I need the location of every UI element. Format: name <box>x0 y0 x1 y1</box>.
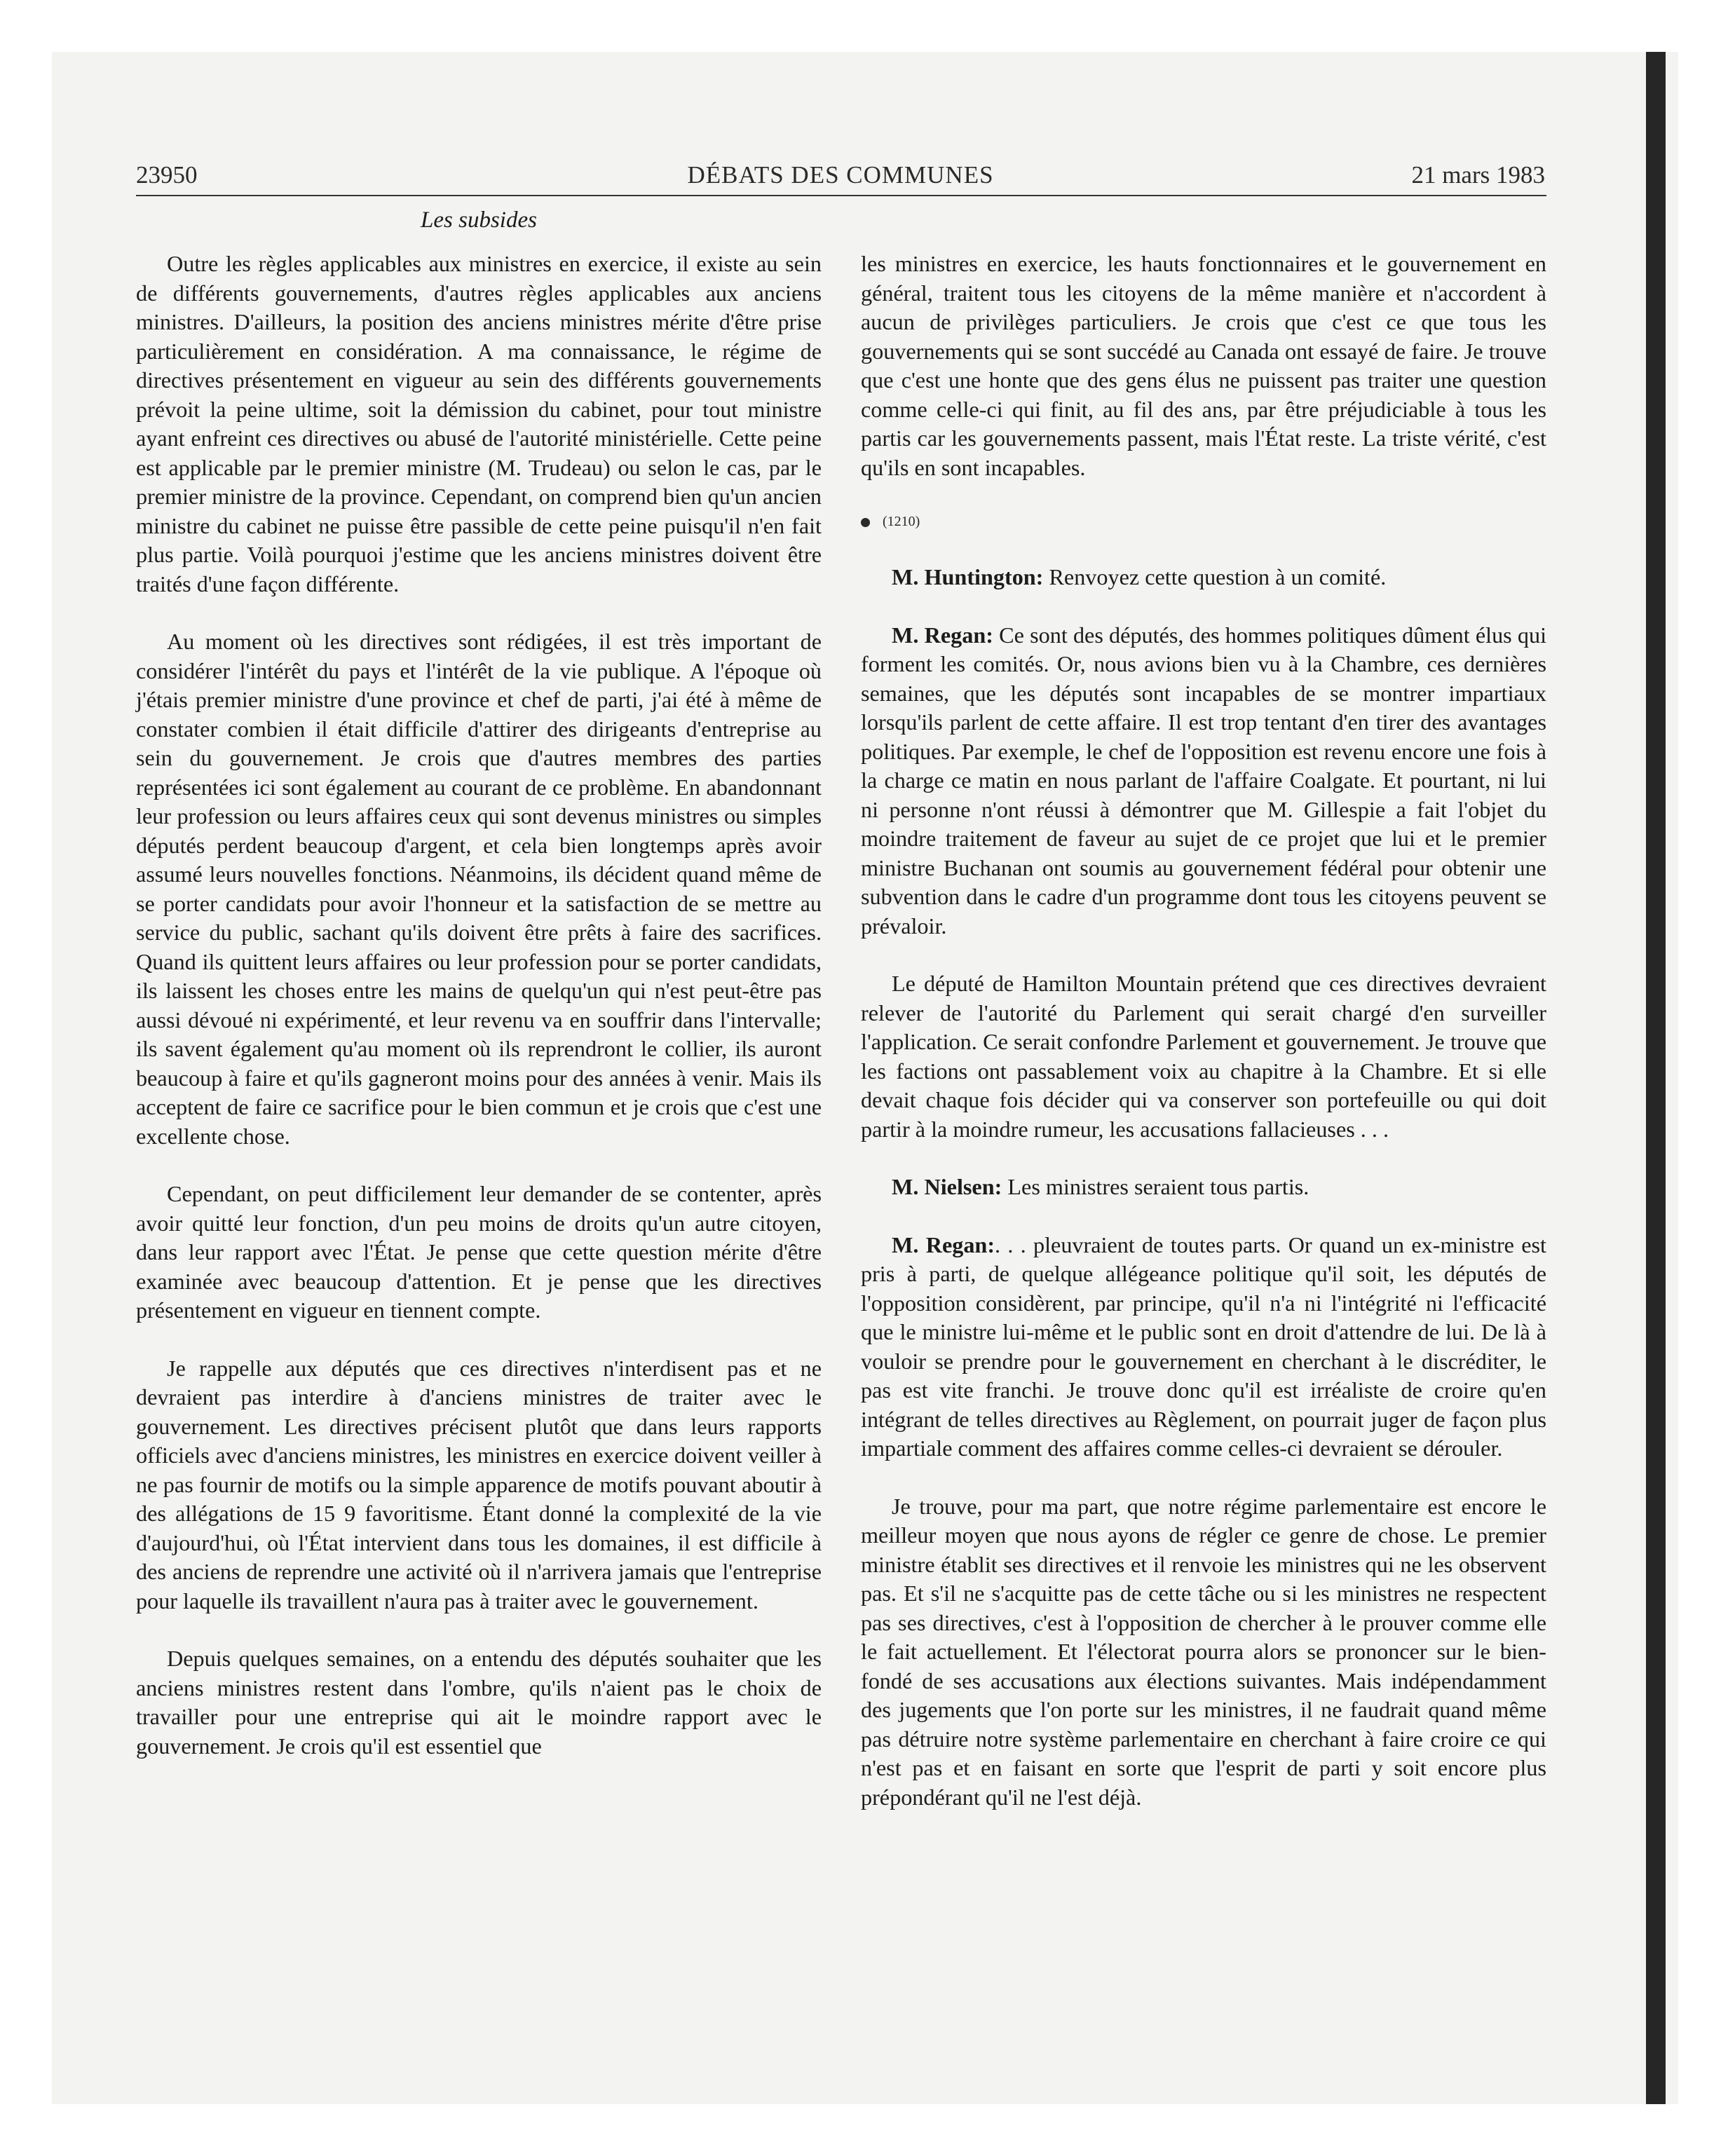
time-marker <box>861 511 1546 532</box>
paragraph: Le député de Hamilton Mountain prétend que ces directives devraient relever de l'autorité du Parlement qui serait chargé d'en surveiller l'application. Ce serait confondre Parlement et gouvernement. Je trouve que les factions ont passablement voix au chapitre à la Chambre. Et si elle devait chaque fois décider qui va conserver son portefeuille ou qui doit partir à la moindre rumeur, les accusations fallacieuses . . . <box>861 971 1546 1142</box>
paragraph: Depuis quelques semaines, on a entendu des députés souhaiter que les anciens ministres restent dans l'ombre, qu'ils n'aient pas le choix de travailler pour une entreprise qui ait le moindre rapport avec le gouvernement. Je crois qu'il est essentiel que <box>136 1646 822 1759</box>
speaker-name: M. Regan: <box>892 622 993 648</box>
speech-text: Les ministres seraient tous partis. <box>1007 1174 1309 1199</box>
speech-paragraph <box>861 563 1546 592</box>
speech-paragraph <box>861 621 1546 941</box>
running-head: Les subsides <box>421 207 537 233</box>
speech-text: Ce sont des députés, des hommes politiques dûment élus qui forment les comités. Or, nous avions bien vu à la Chambre, ces dernières semaines, que les députés sont incapables de se montrer impartiaux lorsqu'ils parlent de cette affaire. Il est trop tentant d'en tirer des avantages politiques. Par exemple, le chef de l'opposition est revenu encore une fois à la charge ce matin en nous parlant de l'affaire Coalgate. Et pourtant, ni lui ni personne n'ont réussi à démontrer que M. Gillespie a fait l'objet du moindre traitement de faveur au sujet de ce projet que lui et le premier ministre Buchanan ont soumis au gouvernement fédéral pour obtenir une subvention dans le cadre d'un programme dont tous les citoyens peuvent se prévaloir. <box>861 622 1547 939</box>
page-number: 23950 <box>136 161 198 189</box>
paragraph: Je rappelle aux députés que ces directives n'interdisent pas et ne devraient pas interdire à d'anciens ministres de traiter avec le gouvernement. Les directives précisent plutôt que dans leurs rapports officiels avec d'anciens ministres, les ministres en exercice doivent veiller à ne pas fournir de motifs ou la simple apparence de motifs pouvant aboutir à des allégations de 15 9 favoritisme. Étant donné la complexité de la vie d'aujourd'hui, où l'État intervient dans tous les domaines, il est difficile à des anciens de reprendre une activité où il n'arrivera jamais que l'entreprise pour laquelle ils travaillent n'aura pas à traiter avec le gouvernement. <box>136 1355 822 1613</box>
speech-paragraph <box>861 1231 1546 1464</box>
paragraph-continuation: les ministres en exercice, les hauts fonctionnaires et le gouvernement en général, traitent tous les citoyens de la même manière et n'accordent à aucun de privilèges particuliers. Je crois que c'est ce que tous les gouvernements qui se sont succédé au Canada ont essayé de faire. Je trouve que c'est une honte que des gens élus ne puissent pas traiter une question comme celle-ci qui finit, au fil des ans, par être préjudiciable à tous les partis car les gouvernements passent, mais l'État reste. La triste vérité, c'est qu'ils en sont incapables. <box>861 251 1546 480</box>
speech-text: Renvoyez cette question à un comité. <box>1049 564 1387 589</box>
speech-paragraph <box>861 1173 1546 1202</box>
page-header <box>136 157 1545 192</box>
paragraph: Outre les règles applicables aux ministres en exercice, il existe au sein de différents gouvernements, d'autres règles applicables aux anciens ministres. D'ailleurs, la position des anciens ministres mérite d'être prise particulièrement en considération. A ma connaissance, le régime de directives présentement en vigueur au sein des différents gouvernements prévoit la peine ultime, soit la démission du cabinet, pour tout ministre ayant enfreint ces directives ou abusé de l'autorité ministérielle. Cette peine est applicable par le premier ministre (M. Trudeau) ou selon le cas, par le premier ministre de la province. Cependant, on comprend bien qu'un ancien ministre du cabinet ne puisse être passible de cette peine puisqu'il n'en fait plus partie. Voilà pourquoi j'estime que les anciens ministres doivent être traités d'une façon différente. <box>136 251 822 596</box>
speaker-name: M. Nielsen: <box>892 1174 1002 1199</box>
scan-edge-shadow <box>1646 52 1666 2104</box>
left-column <box>136 250 822 1761</box>
paragraph: Cependant, on peut difficilement leur demander de se contenter, après avoir quitté leur fonction, d'un peu moins de droits qu'un autre citoyen, dans leur rapport avec l'État. Je pense que cette question mérite d'être examinée avec beaucoup d'attention. Et je pense que les directives présentement en vigueur en tiennent compte. <box>136 1181 822 1323</box>
header-rule <box>136 195 1546 196</box>
issue-date: 21 mars 1983 <box>1411 161 1545 189</box>
bullet-icon <box>861 518 870 527</box>
time-marker-text: (1210) <box>883 514 920 529</box>
publication-title: DÉBATS DES COMMUNES <box>687 161 994 189</box>
speaker-name: M. Huntington: <box>892 564 1044 589</box>
right-column <box>861 250 1546 1812</box>
speech-text: . . . pleuvraient de toutes parts. Or quand un ex-ministre est pris à parti, de quelque allégeance politique qu'il soit, les députés de l'opposition considèrent, par principe, qu'il n'a ni l'intégrité ni l'efficacité que le ministre lui-même et le public sont en droit d'attendre de lui. De là à vouloir se prendre pour le gouvernement en cherchant à le discréditer, le pas est vite franchi. Je trouve donc qu'il est irréaliste de croire qu'en intégrant de telles directives au Règlement, on pourrait juger de façon plus impartiale comment des affaires comme celles-ci devraient se dérouler. <box>861 1231 1546 1461</box>
paragraph: Je trouve, pour ma part, que notre régime parlementaire est encore le meilleur moyen que nous ayons de régler ce genre de chose. Le premier ministre établit ses directives et il renvoie les ministres qui ne les observent pas. Et s'il ne s'acquitte pas de cette tâche ou si les ministres ne respectent pas ses directives, c'est à l'opposition de chercher à le prouver comme elle le fait actuellement. Et l'électorat pourra alors se prononcer sur le bien-fondé de ses accusations aux élections suivantes. Mais indépendamment des jugements que l'on porte sur les ministres, il ne faudrait quand même pas détruire notre système parlementaire en cherchant à faire croire ce qui n'est pas et en faisant en sorte que l'esprit de parti y soit encore plus prépondérant qu'il ne l'est déjà. <box>861 1493 1546 1810</box>
speaker-name: M. Regan: <box>892 1231 995 1257</box>
paragraph: Au moment où les directives sont rédigées, il est très important de considérer l'intérêt du pays et l'intérêt de la vie publique. A l'époque où j'étais premier ministre d'une province et chef de parti, j'ai été à même de constater combien il était difficile d'attirer des dirigeants d'entreprise au sein du gouvernement. Je crois que d'autres membres des parties représentées ici sont également au courant de ce problème. En abandonnant leur profession ou leurs affaires ceux qui sont devenus ministres ou simples députés perdent beaucoup d'argent, et cela bien longtemps après avoir assumé leurs nouvelles fonctions. Néanmoins, ils décident quand même de se porter candidats pour avoir l'honneur et la satisfaction de se mettre au service du public, sachant qu'ils doivent être prêts à faire des sacrifices. Quand ils quittent leurs affaires ou leur profession pour se porter candidats, ils laissent les choses entre les mains de quelqu'un qui n'est peut-être pas aussi dévoué ni expérimenté, et leur revenu va en souffrir dans l'intervalle; ils savent également qu'au moment où ils reprendront le collier, ils auront beaucoup à faire et qu'ils gagneront moins pour des années à venir. Mais ils acceptent de faire ce sacrifice pour le bien commun et je crois que c'est une excellente chose. <box>136 629 822 1149</box>
